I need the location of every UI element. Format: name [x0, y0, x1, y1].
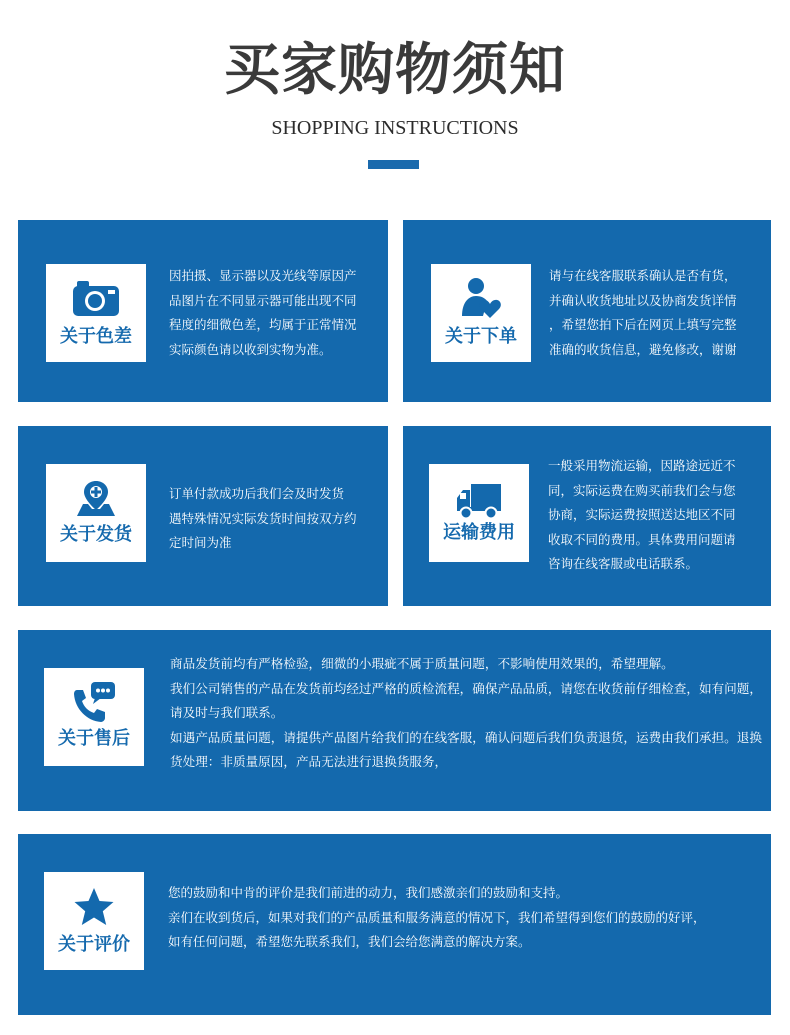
phone-chat-icon	[71, 680, 117, 724]
text-order	[549, 264, 761, 362]
camera-icon	[71, 278, 121, 318]
label-review: 关于评价	[58, 934, 130, 955]
text-line: 协商，实际运费按照送达地区不同	[548, 507, 736, 523]
text-line: 遇特殊情况实际发货时间按双方约	[169, 510, 357, 526]
card-review	[18, 834, 771, 1015]
icon-box-color-diff	[46, 264, 146, 362]
text-line: 收取不同的费用。具体费用问题请	[548, 531, 736, 547]
text-line: ，希望您拍下后在网页上填写完整	[549, 317, 737, 333]
text-line: 订单付款成功后我们会及时发货	[169, 486, 345, 501]
text-after-sales	[170, 652, 763, 775]
text-line: 品图片在不同显示器可能出现不同	[169, 292, 357, 308]
card-order	[403, 220, 771, 402]
text-line: 实际颜色请以收到实物为准。	[169, 341, 332, 357]
card-after-sales	[18, 630, 771, 811]
card-shipping	[18, 426, 388, 606]
text-shipping	[169, 482, 379, 556]
label-shipping: 关于发货	[60, 524, 132, 545]
icon-box-after-sales	[44, 668, 144, 766]
text-line: 您的鼓励和中肯的评价是我们前进的动力，我们感激亲们的鼓励和支持。	[168, 885, 569, 900]
map-location-icon	[75, 478, 117, 518]
icon-box-review	[44, 872, 144, 970]
text-review	[168, 881, 763, 955]
text-line: 程度的细微色差，均属于正常情况	[169, 317, 357, 333]
star-icon	[72, 886, 116, 928]
page-title: 买家购物须知	[224, 37, 566, 103]
page-subtitle: SHOPPING INSTRUCTIONS	[271, 117, 519, 139]
user-heart-icon	[459, 276, 503, 320]
icon-box-order	[431, 264, 531, 362]
text-line: 因拍摄、显示器以及光线等原因产	[169, 268, 357, 283]
text-line: 准确的收货信息，避免修改，谢谢	[549, 341, 737, 357]
text-line: 同，实际运费在购买前我们会与您	[548, 482, 736, 498]
text-paragraph: 商品发货前均有严格检验，细微的小瑕疵不属于质量问题，不影响使用效果的，希望理解。	[170, 656, 674, 671]
truck-icon	[455, 482, 503, 520]
text-line: 定时间为准	[169, 535, 232, 551]
label-after-sales: 关于售后	[58, 728, 130, 749]
title-divider	[368, 160, 419, 169]
text-paragraph: 如遇产品质量问题，请提供产品图片给我们的在线客服，确认问题后我们负责退货，运费由我们承担。退换货处理：非质量原因，产品无法进行退换货服务，	[170, 729, 762, 770]
text-line: 如有任何问题，希望您先联系我们，我们会给您满意的解决方案。	[168, 934, 531, 950]
icon-box-shipping	[46, 464, 146, 562]
label-order: 关于下单	[445, 326, 517, 347]
text-freight	[548, 454, 762, 577]
text-line: 请与在线客服联系确认是否有货，	[549, 268, 737, 283]
label-color-diff: 关于色差	[60, 326, 132, 347]
text-line: 亲们在收到货后，如果对我们的产品质量和服务满意的情况下，我们希望得到您们的鼓励的好评，	[168, 909, 706, 925]
text-paragraph: 我们公司销售的产品在发货前均经过严格的质检流程，确保产品品质，请您在收货前仔细检查，如有问题，请及时与我们联系。	[170, 680, 762, 721]
card-color-diff	[18, 220, 388, 402]
text-line: 并确认收货地址以及协商发货详情	[549, 292, 737, 308]
icon-box-freight	[429, 464, 529, 562]
text-line: 咨询在线客服或电话联系。	[548, 556, 699, 572]
label-freight: 运输费用	[443, 522, 515, 543]
text-color-diff	[169, 264, 379, 362]
card-freight	[403, 426, 771, 606]
text-line: 一般采用物流运输，因路途远近不	[548, 458, 736, 473]
